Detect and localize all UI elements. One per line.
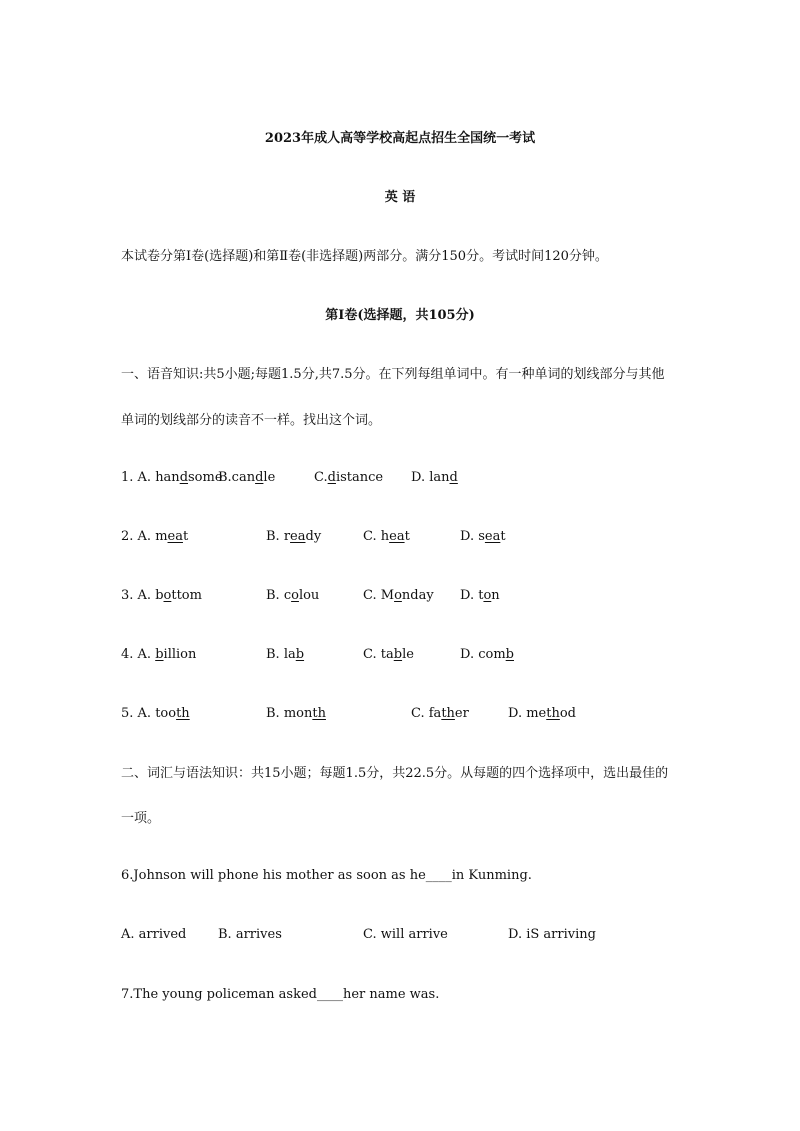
question-5-option-d: D. method bbox=[508, 706, 577, 721]
section1-instruction-line1: 一、语音知识:共5小题;每题1.5分,共7.5分。在下列每组单词中。有一种单词的划线部分与其他 bbox=[121, 367, 665, 382]
question-4-option-a: 4. A. billion bbox=[121, 647, 197, 662]
question-5-option-a: 5. A. tooth bbox=[121, 706, 190, 721]
question-1-option-b: B.candle bbox=[218, 470, 276, 485]
question-2-option-d: D. seat bbox=[460, 529, 506, 544]
question-1-option-c: C.distance bbox=[314, 470, 384, 485]
question-3-option-a: 3. A. bottom bbox=[121, 588, 202, 603]
question-4-option-b: B. lab bbox=[266, 647, 305, 662]
question-5-option-c: C. father bbox=[411, 706, 469, 721]
question-5-option-b: B. month bbox=[266, 706, 326, 721]
question-3-option-b: B. colou bbox=[266, 588, 320, 603]
question-3-option-d: D. ton bbox=[460, 588, 500, 603]
section2-instruction-line2: 一项。 bbox=[121, 811, 161, 826]
question-6-option-b: B. arrives bbox=[218, 927, 282, 942]
question-4-option-d: D. comb bbox=[460, 647, 514, 662]
section1-instruction-line2: 单词的划线部分的读音不一样。找出这个词。 bbox=[121, 413, 382, 428]
question-6-option-c: C. will arrive bbox=[363, 927, 448, 942]
exam-intro: 本试卷分第Ⅰ卷(选择题)和第Ⅱ卷(非选择题)两部分。满分150分。考试时间120分钟。 bbox=[121, 249, 608, 264]
question-6-stem: 6.Johnson will phone his mother as soon as he____in Kunming. bbox=[121, 868, 532, 883]
part1-heading: 第Ⅰ卷(选择题，共105分) bbox=[325, 308, 475, 323]
subject-heading: 英 语 bbox=[384, 190, 416, 205]
question-1-option-a: 1. A. handsome bbox=[121, 470, 223, 485]
question-7-stem: 7.The young policeman asked____her name was. bbox=[121, 987, 440, 1002]
question-6-option-d: D. iS arriving bbox=[508, 927, 596, 942]
question-6-option-a: A. arrived bbox=[121, 927, 187, 942]
section2-instruction-line1: 二、词汇与语法知识：共15小题；每题1.5分，共22.5分。从每题的四个选择项中，选出最佳的 bbox=[121, 766, 669, 781]
question-1-option-d: D. land bbox=[411, 470, 458, 485]
question-3-option-c: C. Monday bbox=[363, 588, 434, 603]
exam-title: 2023年成人高等学校高起点招生全国统一考试 bbox=[264, 131, 536, 146]
question-4-option-c: C. table bbox=[363, 647, 414, 662]
question-2-option-a: 2. A. meat bbox=[121, 529, 189, 544]
question-2-option-b: B. ready bbox=[266, 529, 322, 544]
question-2-option-c: C. heat bbox=[363, 529, 410, 544]
